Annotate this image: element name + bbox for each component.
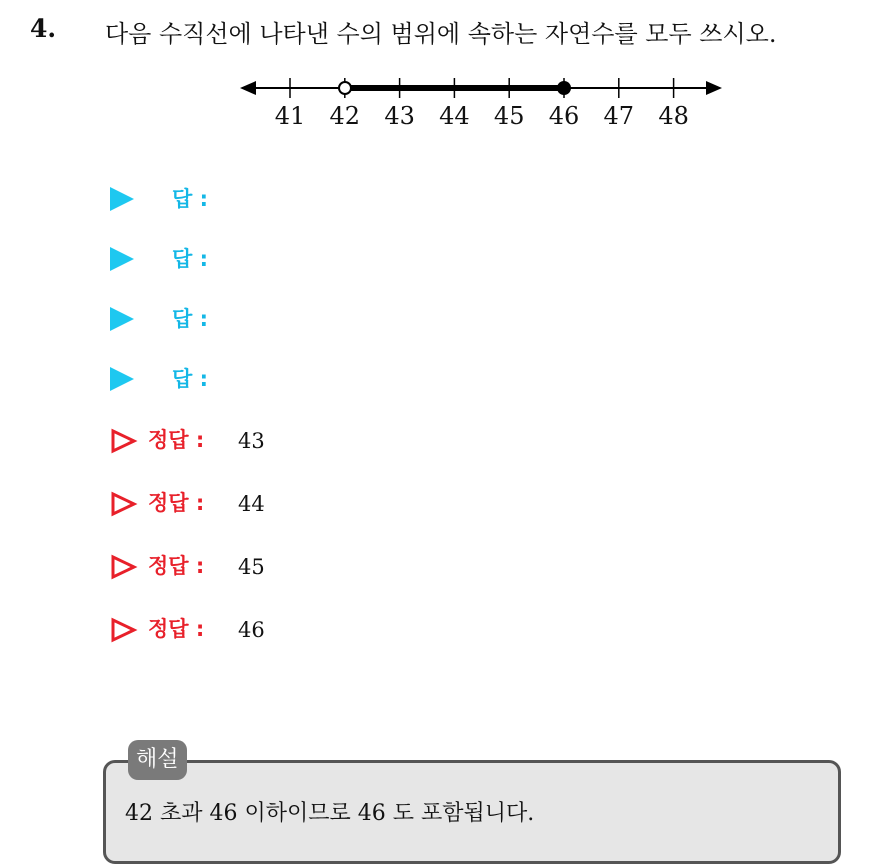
question-number: 4. [30,14,57,43]
closed-endpoint [557,81,571,95]
number-line-label: 43 [384,102,415,130]
left-arrow-icon [240,81,256,95]
number-line-label: 45 [493,102,525,130]
question-text: 다음 수직선에 나타낸 수의 범위에 속하는 자연수를 모두 쓰시오. [105,20,777,48]
number-line-label: 47 [603,102,635,130]
open-endpoint [339,82,351,94]
play-icon [110,307,134,331]
explanation-text: 42 초과 46 이하이므로 46 도 포함됩니다. [125,801,535,826]
correct-answer-value: 45 [238,555,265,579]
answer-label: 답 : [172,187,208,211]
answer-row [110,303,208,335]
correct-label: 정답 : [148,428,205,452]
number-line-label: 42 [329,102,361,130]
correct-answer-value: 43 [238,429,265,453]
play-icon [110,247,134,271]
right-arrow-icon [706,81,722,95]
answer-row [110,243,208,275]
number-line-label: 41 [274,102,306,130]
answer-row [110,363,208,395]
outline-play-icon [110,617,138,643]
answer-label: 답 : [172,367,208,391]
correct-answer-value: 44 [238,492,265,516]
answer-label: 답 : [172,247,208,271]
answer-label: 답 : [172,307,208,331]
outline-play-icon [110,491,138,517]
number-line-label: 44 [439,102,470,130]
correct-label: 정답 : [148,617,205,641]
explanation-tag: 해설 [128,740,187,780]
correct-label: 정답 : [148,554,205,578]
number-line-label: 48 [658,102,689,130]
outline-play-icon [110,428,138,454]
correct-label: 정답 : [148,491,205,515]
play-icon [110,367,134,391]
outline-play-icon [110,554,138,580]
number-line [230,68,730,133]
correct-answer-value: 46 [238,618,265,642]
answer-row [110,183,208,215]
number-line-label: 46 [548,102,580,130]
play-icon [110,187,134,211]
